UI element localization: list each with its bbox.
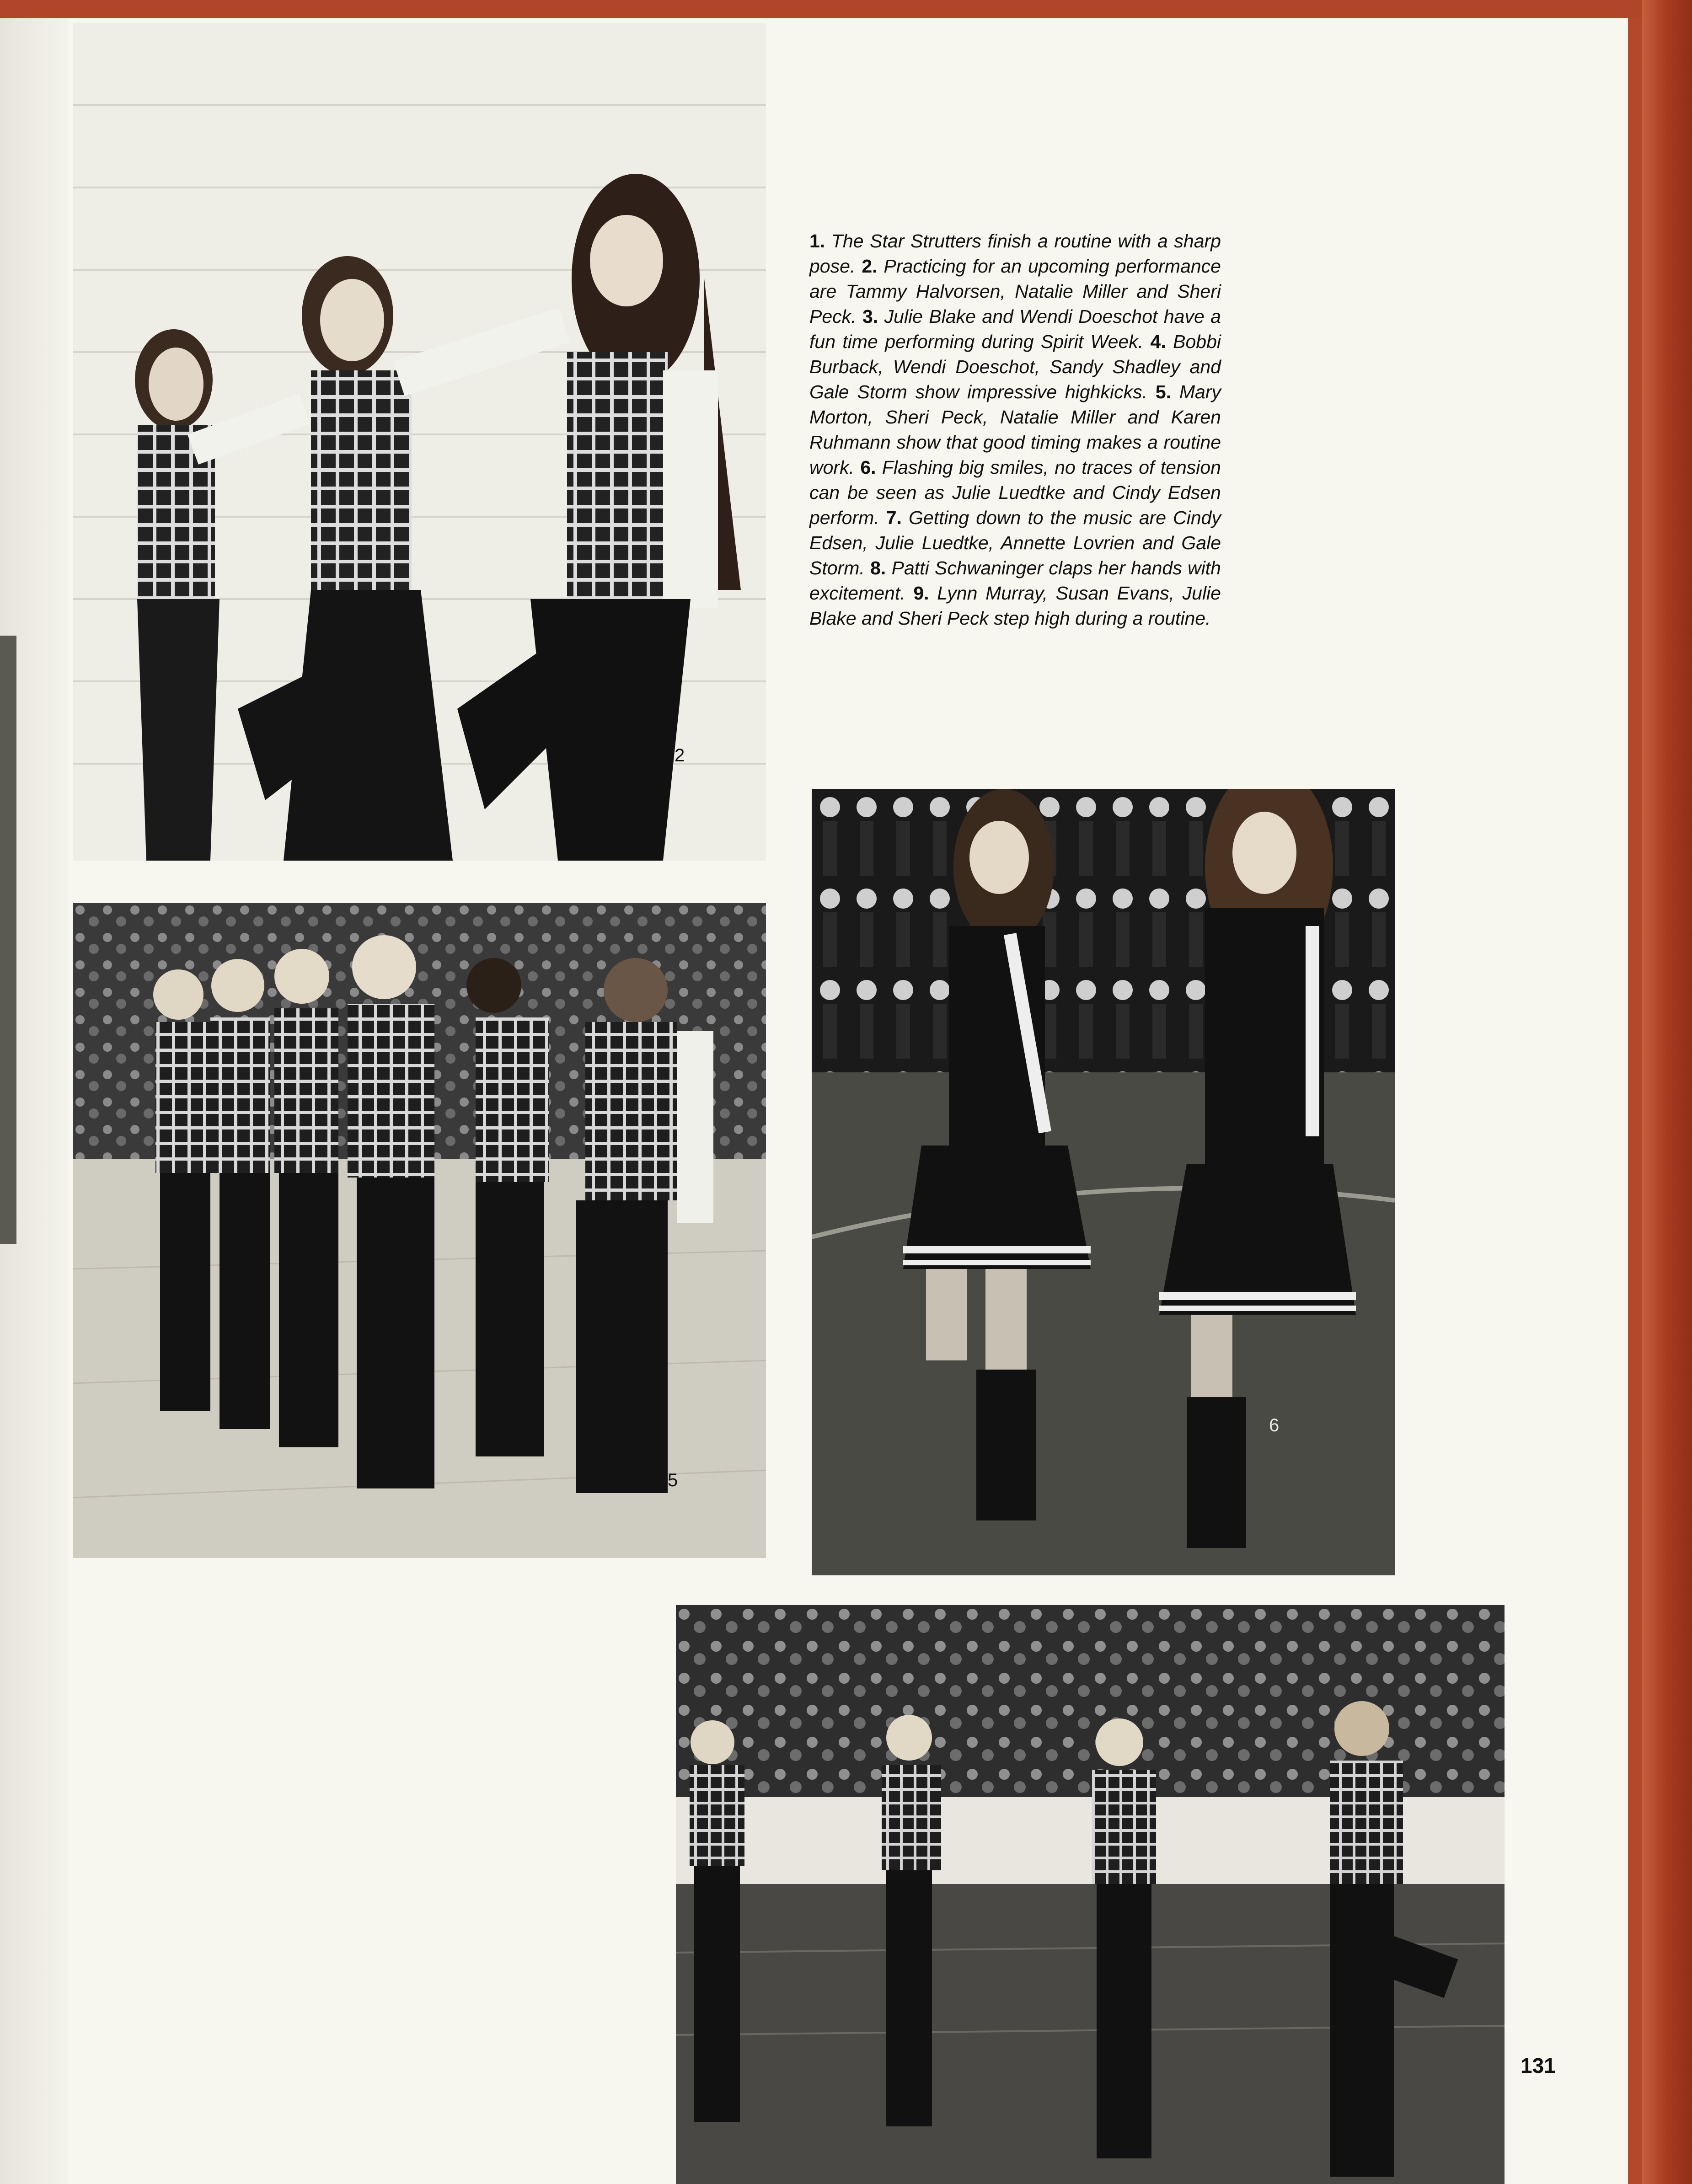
photo-captions	[809, 229, 1221, 631]
photo-9-high-step	[676, 1605, 1505, 2184]
caption-6-number: 6.	[860, 457, 876, 478]
caption-6-text: Flashing big smiles, no traces of tension can be seen as Julie Luedtke and Cindy Edsen perform.	[809, 457, 1221, 528]
photo-2-practicing-dancers	[73, 23, 766, 861]
caption-3-number: 3.	[862, 306, 878, 327]
caption-1-number: 1.	[809, 230, 825, 252]
caption-8-number: 8.	[870, 557, 886, 578]
caption-7-text: Getting down to the music are Cindy Edsen, Julie Luedtke, Annette Lovrien and Gale Storm.	[809, 507, 1221, 578]
caption-3-text: Julie Blake and Wendi Doeschot have a fun time performing during Spirit Week.	[809, 306, 1221, 352]
caption-5-text: Mary Morton, Sheri Peck, Natalie Miller and Karen Ruhmann show that good timing makes a routine work.	[809, 381, 1221, 478]
photo-6-field-performers	[812, 789, 1395, 1575]
caption-2-number: 2.	[862, 256, 878, 277]
caption-4-text: Bobbi Burback, Wendi Doeschot, Sandy Shadley and Gale Storm show impressive highkicks.	[809, 331, 1221, 402]
photo-2-image	[73, 23, 766, 861]
caption-1-text: The Star Strutters finish a routine with a sharp pose.	[809, 230, 1221, 277]
photo-6-label: 6	[1269, 1415, 1280, 1435]
caption-7-number: 7.	[886, 507, 902, 528]
page-number: 131	[1521, 2054, 1556, 2077]
photo-6-image	[812, 789, 1395, 1575]
caption-9-text: Lynn Murray, Susan Evans, Julie Blake and Sheri Peck step high during a routine.	[809, 583, 1221, 629]
caption-4-number: 4.	[1150, 331, 1166, 352]
caption-8-text: Patti Schwaninger claps her hands with excitement.	[809, 557, 1221, 604]
caption-5-number: 5.	[1155, 381, 1172, 402]
adjacent-page-edge	[0, 636, 16, 1244]
photo-5-dance-line	[73, 903, 766, 1558]
photo-5-image	[73, 903, 766, 1558]
binding-right-edge	[1642, 0, 1692, 2184]
caption-2-text: Practicing for an upcoming performance are Tammy Halvorsen, Natalie Miller and Sheri Peck.	[809, 256, 1221, 327]
photo-5-label: 5	[668, 1470, 678, 1490]
yearbook-page	[0, 18, 1628, 2184]
photo-9-image	[676, 1605, 1505, 2184]
caption-9-number: 9.	[913, 583, 929, 604]
photo-2-label: 2	[675, 745, 685, 765]
binding-top-edge	[0, 0, 1692, 18]
